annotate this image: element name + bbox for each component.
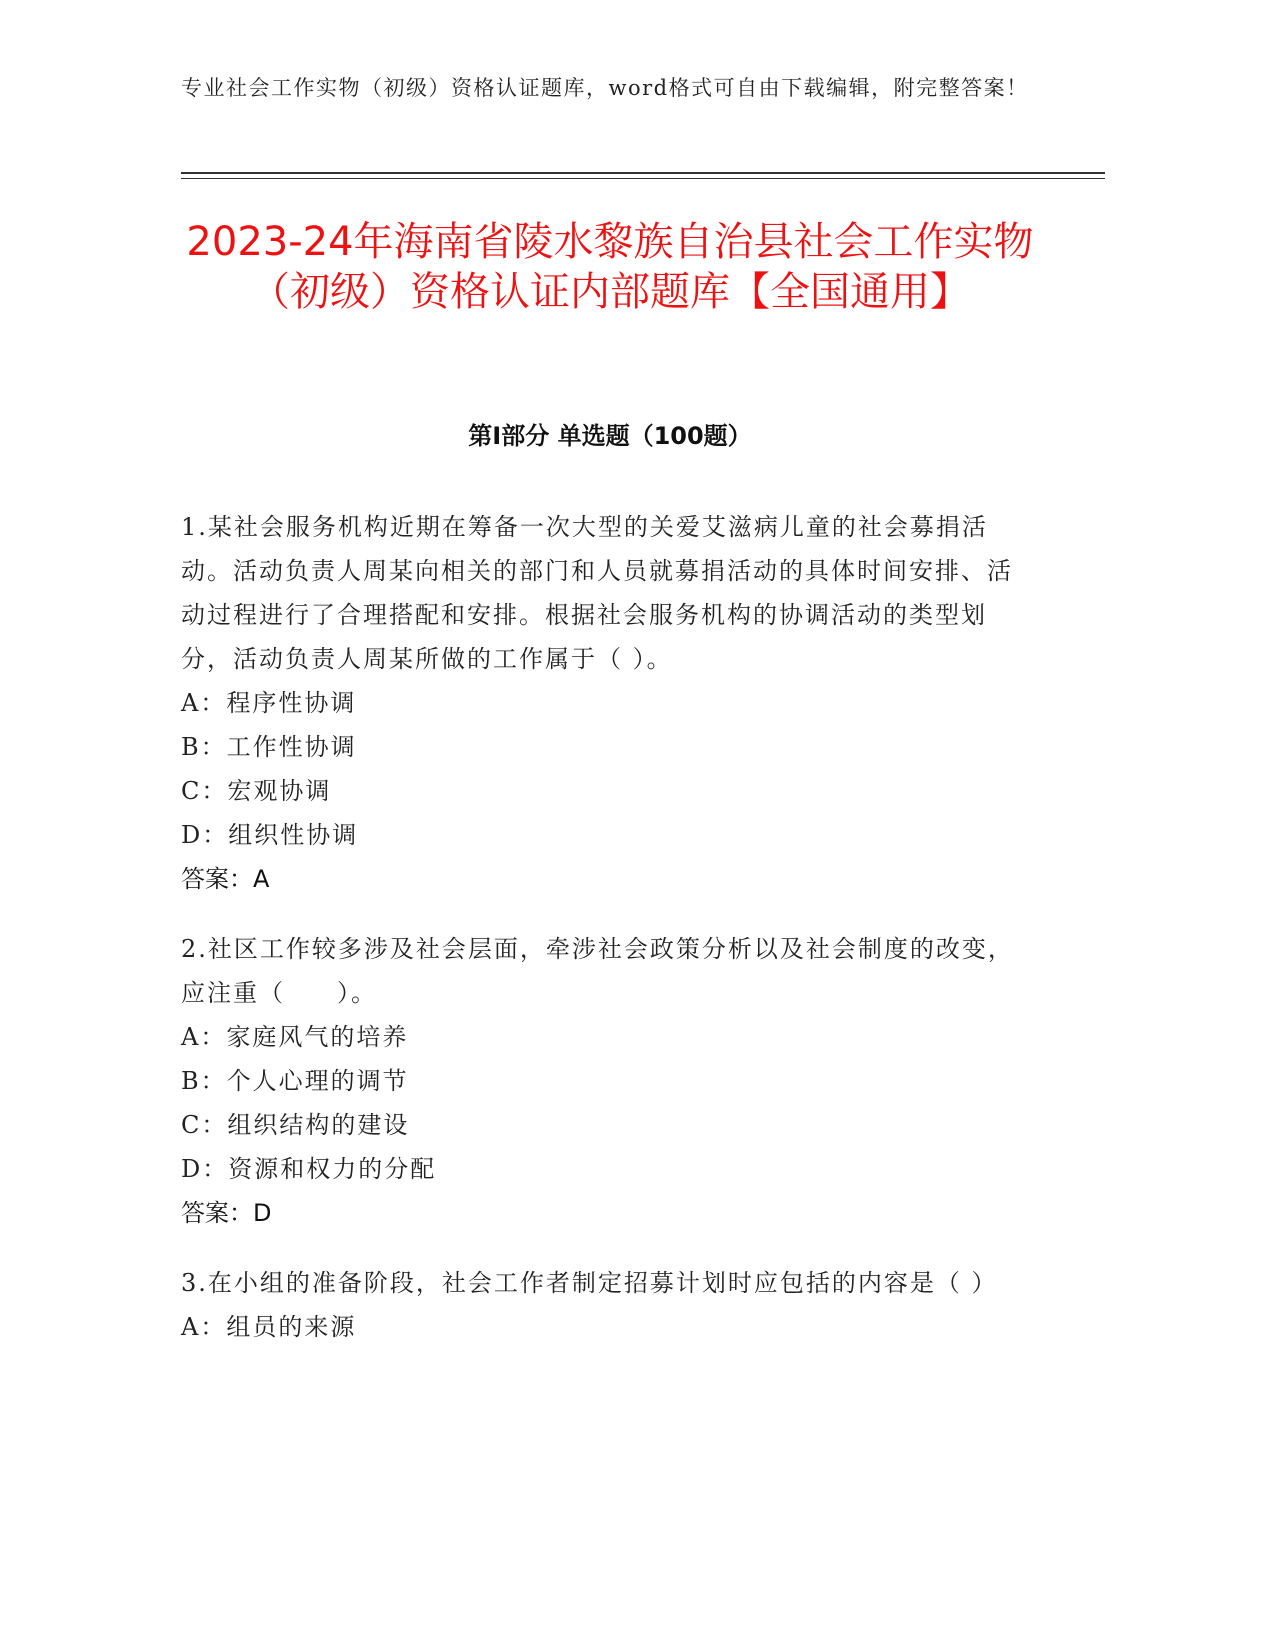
question-1 (181, 505, 1021, 901)
option-a: A：组员的来源 (181, 1313, 357, 1341)
option-a: A：家庭风气的培养 (181, 1023, 409, 1051)
answer: 答案：D (181, 1199, 272, 1227)
option-c: C：组织结构的建设 (181, 1111, 410, 1139)
option-d: D：组织性协调 (181, 821, 359, 849)
question-2 (181, 927, 1021, 1235)
option-a: A：程序性协调 (181, 689, 357, 717)
option-d: D：资源和权力的分配 (181, 1155, 437, 1183)
question-stem: 2.社区工作较多涉及社会层面，牵涉社会政策分析以及社会制度的改变，应注重（ ）。 (181, 935, 1014, 1007)
header-rule-thick (181, 172, 1105, 174)
question-stem: 1.某社会服务机构近期在筹备一次大型的关爱艾滋病儿童的社会募捐活动。活动负责人周某向相关的部门和人员就募捐活动的具体时间安排、活动过程进行了合理搭配和安排。根据社会服务机构的协调活动的类型划分，活动负责人周某所做的工作属于（ ）。 (181, 513, 1013, 673)
question-3 (181, 1261, 1021, 1349)
question-stem: 3.在小组的准备阶段，社会工作者制定招募计划时应包括的内容是（ ） (181, 1269, 998, 1297)
document-title: 2023-24年海南省陵水黎族自治县社会工作实物（初级）资格认证内部题库【全国通用】 (186, 219, 1034, 315)
question-list (181, 505, 1021, 1375)
section-heading: 第I部分 单选题（100题） (468, 422, 752, 450)
option-c: C：宏观协调 (181, 777, 332, 805)
answer: 答案：A (181, 865, 270, 893)
header-note: 专业社会工作实物（初级）资格认证题库，word格式可自由下载编辑，附完整答案！ (181, 76, 1029, 100)
option-b: B：个人心理的调节 (181, 1067, 409, 1095)
option-b: B：工作性协调 (181, 733, 357, 761)
header-rule-thin (181, 178, 1105, 179)
